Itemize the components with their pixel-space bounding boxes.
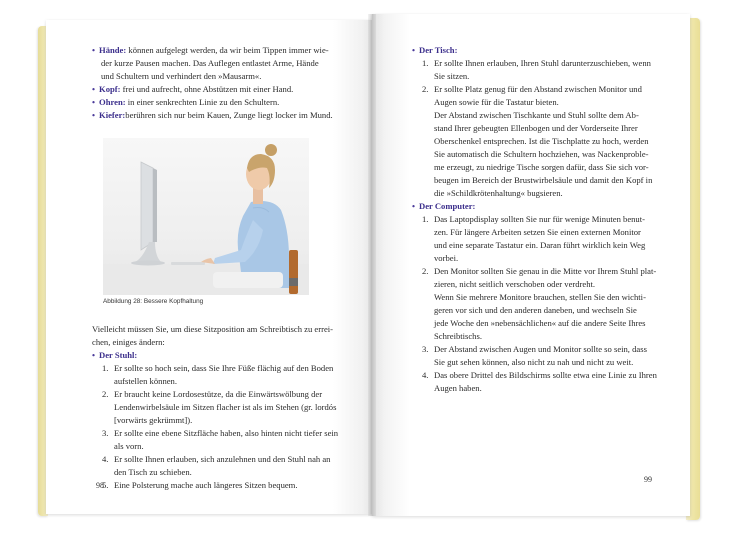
list-line: die »Schildkrötenhaltung« bugsieren. <box>434 188 563 198</box>
list-line: Augen sowie für die Tastatur bieten. <box>434 97 559 107</box>
list-line: zieren, nicht seitlich verschoben oder verdreht. <box>434 279 596 289</box>
page-number-right: 99 <box>644 475 652 484</box>
intro-line: chen, einiges ändern: <box>92 337 165 347</box>
bullet-line: können aufgelegt werden, da wir beim Tippen immer wie- <box>128 45 329 55</box>
bullet-ohren: • Ohren: in einer senkrechten Linie zu den Schultern. <box>92 97 280 107</box>
list-line: beugen im Bereich der Brustwirbelsäule und damit den Kopf in <box>434 175 653 185</box>
list-line: Er sollte Platz genug für den Abstand zwischen Monitor und <box>434 84 642 94</box>
bullet-line: und Schultern und verhindert den »Mausarm«. <box>101 71 262 81</box>
list-number: 2. <box>102 389 109 399</box>
list-number: 1. <box>102 363 109 373</box>
list-number: 1. <box>422 58 429 68</box>
keyword-kopf: Kopf: <box>99 84 121 94</box>
list-line: zen. Für längere Arbeiten setzen Sie einen externen Monitor <box>434 227 641 237</box>
bullet-kiefer: • Kiefer:berühren sich nur beim Kauen, Zunge liegt locker im Mund. <box>92 110 333 120</box>
list-line: Schreibtischs. <box>434 331 482 341</box>
list-number: 2. <box>422 84 429 94</box>
bullet-line: berühren sich nur beim Kauen, Zunge liegt locker im Mund. <box>125 110 333 120</box>
list-line: Oberschenkel entsprechen. Ist die Tischplatte zu hoch, werden <box>434 136 649 146</box>
tisch-heading: Der Tisch: <box>419 45 458 55</box>
list-line: Den Monitor sollten Sie genau in die Mitte vor Ihrem Stuhl plat- <box>434 266 657 276</box>
list-line: Er braucht keine Lordosestütze, da die Einwärtswölbung der <box>114 389 323 399</box>
figure-photo-posture <box>103 138 309 295</box>
page-number-left: 98 <box>96 481 104 490</box>
list-line: [vorwärts gekrümmt]). <box>114 415 193 425</box>
list-number: 5. <box>102 480 109 490</box>
list-line: Lendenwirbelsäule im Sitzen flacher ist als im Stehen (gr. lordós <box>114 402 337 412</box>
list-line: me erzeugt, zu niedrige Tische sorgen dafür, dass Sie sich vor- <box>434 162 649 172</box>
monitor-icon <box>141 162 153 250</box>
keyword-ohren: Ohren: <box>99 97 126 107</box>
tisch-heading-row: • Der Tisch: <box>412 45 458 55</box>
stuhl-heading: Der Stuhl: <box>99 350 138 360</box>
list-number: 3. <box>102 428 109 438</box>
keyword-kiefer: Kiefer: <box>99 110 126 120</box>
list-line: Augen haben. <box>434 383 482 393</box>
list-line: Er sollte Ihnen erlauben, sich anzulehnen und den Stuhl nah an <box>114 454 331 464</box>
list-line: Er sollte so hoch sein, dass Sie Ihre Füße flächig auf den Boden <box>114 363 334 373</box>
list-line: Der Abstand zwischen Augen und Monitor sollte so sein, dass <box>434 344 647 354</box>
figure-caption: Abbildung 28: Bessere Kopfhaltung <box>103 298 204 305</box>
list-line: Der Abstand zwischen Tischkante und Stuhl sollte dem Ab- <box>434 110 639 120</box>
list-number: 3. <box>422 344 429 354</box>
list-line: Das obere Drittel des Bildschirms sollte etwa eine Linie zu Ihren <box>434 370 657 380</box>
list-line: als vorn. <box>114 441 144 451</box>
bullet-kopf: • Kopf: frei und aufrecht, ohne Abstützen mit einer Hand. <box>92 84 294 94</box>
list-line: Eine Polsterung mache auch längeres Sitzen bequem. <box>114 480 298 490</box>
list-number: 4. <box>422 370 429 380</box>
intro-line: Vielleicht müssen Sie, um diese Sitzposition am Schreibtisch zu errei- <box>92 324 334 334</box>
posture-illustration <box>103 138 309 295</box>
bullet-line: in einer senkrechten Linie zu den Schultern. <box>127 97 280 107</box>
list-line: und eine separate Tastatur ein. Daran führt wirklich kein Weg <box>434 240 646 250</box>
list-line: den Tisch zu schieben. <box>114 467 192 477</box>
list-line: Wenn Sie mehrere Monitore brauchen, stellen Sie den wichti- <box>434 292 646 302</box>
list-line: Sie sitzen. <box>434 71 470 81</box>
list-line: Er sollte Ihnen erlauben, Ihren Stuhl darunterzuschieben, wenn <box>434 58 651 68</box>
list-line: Das Laptopdisplay sollten Sie nur für wenige Minuten benut- <box>434 214 645 224</box>
bullet-line: frei und aufrecht, ohne Abstützen mit einer Hand. <box>122 84 294 94</box>
list-line: Sie automatisch die Schultern hochziehen, was Nackenproble- <box>434 149 649 159</box>
bullet-haende: • Hände: können aufgelegt werden, da wir beim Tippen immer wie- <box>92 45 329 55</box>
list-number: 1. <box>422 214 429 224</box>
list-line: Er sollte eine ebene Sitzfläche haben, also hinten nicht tiefer sein <box>114 428 339 438</box>
list-line: jede Woche den »nebensächlichen« auf die andere Seite Ihres <box>434 318 646 328</box>
stuhl-heading-row: • Der Stuhl: <box>92 350 138 360</box>
list-line: geren vor sich und den anderen daneben, und wechseln Sie <box>434 305 637 315</box>
list-line: stand Ihrer gebeugten Ellenbogen und der Vorderseite Ihrer <box>434 123 638 133</box>
list-line: Sie gut sehen können, also nicht zu nah und nicht zu weit. <box>434 357 634 367</box>
list-line: vorbei. <box>434 253 459 263</box>
computer-heading: Der Computer: <box>419 201 476 211</box>
list-number: 2. <box>422 266 429 276</box>
bullet-line: der kurze Pausen machen. Das Auflegen entlastet Arme, Hände <box>101 58 319 68</box>
chair-icon <box>289 250 298 294</box>
list-line: aufstellen können. <box>114 376 178 386</box>
computer-heading-row: • Der Computer: <box>412 201 476 211</box>
book-gutter <box>368 14 376 516</box>
list-number: 4. <box>102 454 109 464</box>
keyword-haende: Hände: <box>99 45 127 55</box>
